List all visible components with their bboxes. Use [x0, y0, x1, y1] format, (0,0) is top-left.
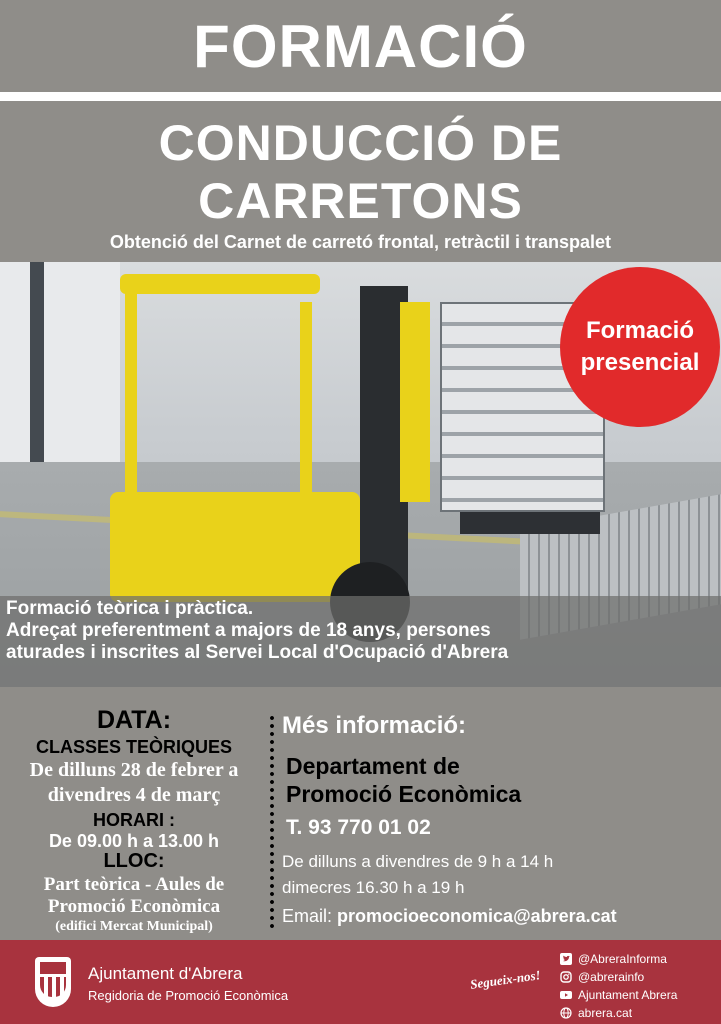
- info-section: [0, 696, 721, 940]
- social-text: abrera.cat: [578, 1005, 633, 1020]
- org-department: Regidoria de Promoció Econòmica: [88, 988, 289, 1003]
- date-heading: DATA:: [96, 706, 172, 734]
- course-title-line-1: CONDUCCIÓ DE: [158, 115, 563, 171]
- caption-line-3: aturades i inscrites al Servei Local d'Ocupació d'Abrera: [6, 642, 509, 663]
- location-line-2: Promoció Econòmica: [47, 896, 221, 917]
- contact-column: [282, 696, 721, 940]
- social-link-instagram[interactable]: [560, 968, 677, 985]
- in-person-badge: [560, 267, 720, 427]
- instagram-icon: [560, 971, 572, 983]
- location-heading: LLOC:: [103, 850, 165, 872]
- photo-caption: [0, 596, 721, 687]
- forklift-body: [110, 492, 360, 602]
- dates-line-2: divendres 4 de març: [47, 784, 221, 806]
- office-hours-weekdays: De dilluns a divendres de 9 h a 14 h: [282, 852, 554, 871]
- caption-line-1: Formació teòrica i pràctica.: [6, 598, 254, 619]
- social-text: @abrerainfo: [578, 969, 645, 984]
- more-info-heading: Més informació:: [282, 712, 467, 739]
- social-link-twitter[interactable]: [560, 950, 677, 967]
- footer: [0, 940, 721, 1024]
- social-text: Ajuntament Abrera: [578, 987, 678, 1002]
- org-name: Ajuntament d'Abrera: [88, 964, 243, 983]
- follow-us-label: Segueix-nos!: [469, 967, 542, 992]
- schedule-heading: HORARI :: [93, 810, 175, 830]
- youtube-icon: [560, 989, 572, 1001]
- course-subtitle: Obtenció del Carnet de carretó frontal, retràctil i transpalet: [109, 232, 612, 252]
- dates: [0, 758, 268, 808]
- course-title-line-2: CARRETONS: [198, 173, 523, 229]
- abrera-crest-icon: [35, 957, 71, 1007]
- email-line: [282, 906, 617, 927]
- page-title: FORMACIÓ: [193, 13, 528, 80]
- social-link-youtube[interactable]: [560, 986, 677, 1003]
- title-divider: [0, 92, 721, 101]
- badge-label: Formació presencial: [580, 317, 700, 376]
- department-name: Departament de Promoció Econòmica: [286, 753, 522, 807]
- course-title: [0, 114, 721, 230]
- classes-heading: CLASSES TEÒRIQUES: [35, 737, 233, 757]
- social-links: [560, 950, 677, 1022]
- dates-line-1: De dilluns 28 de febrer a: [29, 759, 239, 781]
- email-label: Email:: [282, 906, 333, 926]
- phone-number[interactable]: T. 93 770 01 02: [286, 816, 431, 839]
- office-hours-wednesday: dimecres 16.30 h a 19 h: [282, 878, 465, 897]
- location-note: (edifici Mercat Municipal): [55, 919, 213, 934]
- dotted-divider: [270, 714, 274, 928]
- twitter-icon: [560, 953, 572, 965]
- social-link-web[interactable]: [560, 1004, 677, 1021]
- caption-line-2: Adreçat preferentment a majors de 18 anys, persones: [6, 620, 491, 641]
- globe-icon: [560, 1007, 572, 1019]
- social-text: @AbreraInforma: [578, 951, 667, 966]
- location-line-1: Part teòrica - Aules de: [43, 874, 225, 895]
- schedule-hours: De 09.00 h a 13.00 h: [48, 831, 220, 851]
- location: [0, 874, 268, 918]
- email-link[interactable]: promocioeconomica@abrera.cat: [337, 906, 617, 926]
- header-section: [0, 0, 721, 262]
- schedule-column: [0, 696, 268, 940]
